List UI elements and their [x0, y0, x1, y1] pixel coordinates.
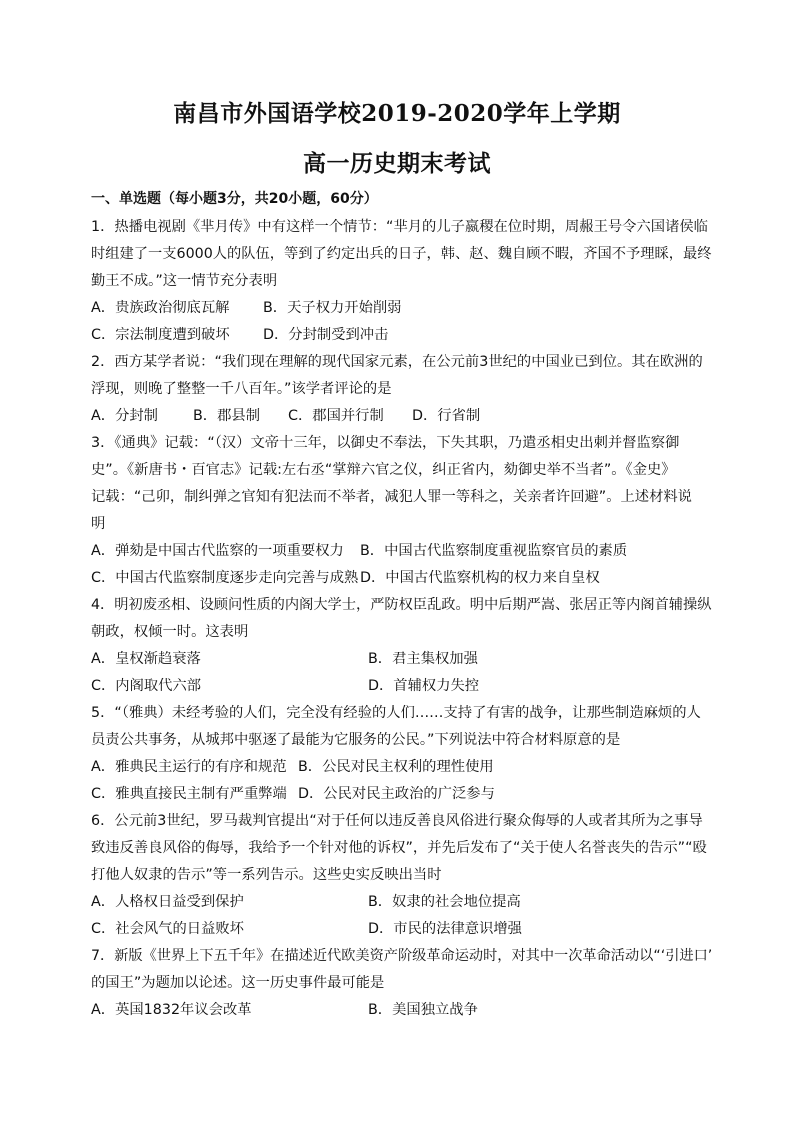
question-3-line-1: 3．《通典》记载：“（汉）文帝十三年，以御史不奉法，下失其职，乃遣丞相史出刺并督监察御 [91, 435, 680, 451]
question-4-option-d: D．首辅权力失控 [368, 678, 480, 694]
question-3-option-b: B．中国古代监察制度重视监察官员的素质 [360, 543, 628, 559]
question-1-line-2: 时组建了一支6000人的队伍，等到了约定出兵的日子，韩、赵、魏自顾不暇，齐国不予理睬，最终 [91, 246, 712, 262]
question-3-option-c: C．中国古代监察制度逐步走向完善与成熟 [91, 570, 359, 586]
question-2-line-1: 2．西方某学者说：“我们现在理解的现代国家元素，在公元前3世纪的中国业已到位。其在欧洲的 [91, 354, 703, 370]
question-7-line-2: 的国王”为题加以论述。这一历史事件最可能是 [91, 975, 385, 991]
question-6-option-b: B．奴隶的社会地位提高 [368, 894, 521, 910]
question-6-option-a: A．人格权日益受到保护 [91, 894, 244, 910]
question-5-line-1: 5．“（雅典）未经考验的人们，完全没有经验的人们……支持了有害的战争，让那些制造麻烦的人 [91, 705, 701, 721]
question-7-option-b: B．美国独立战争 [368, 1002, 478, 1018]
question-4-line-1: 4．明初废丞相、设顾问性质的内阁大学士，严防权臣乱政。明中后期严嵩、张居正等内阁首辅操纵 [91, 597, 712, 613]
question-7-line-1: 7．新版《世界上下五千年》在描述近代欧美资产阶级革命运动时，对其中一次革命活动以“‘引进口’ [91, 948, 713, 964]
question-1-option-b: B．天子权力开始削弱 [263, 300, 402, 316]
question-6-line-2: 致违反善良风俗的侮辱，我给予一个针对他的诉权”，并先后发布了“关于使人名誉丧失的告示”“殴 [91, 840, 707, 856]
question-1-line-3: 勤王不成。”这一情节充分表明 [91, 273, 278, 289]
question-6-line-1: 6．公元前3世纪，罗马裁判官提出“对于任何以违反善良风俗进行聚众侮辱的人或者其所为之事导 [91, 813, 703, 829]
question-2-line-2: 浮现，则晚了整整一千八百年。”该学者评论的是 [91, 381, 392, 397]
question-3-line-3: 记载：“己卯，制纠弹之官知有犯法而不举者，减犯人罪一等科之，关亲者许回避”。上述材料说 [91, 489, 692, 505]
question-2-option-b: B．郡县制 [193, 408, 260, 424]
question-1-option-d: D．分封制受到冲击 [263, 327, 389, 343]
question-2-option-d: D．行省制 [412, 408, 481, 424]
question-5-option-d: D．公民对民主政治的广泛参与 [298, 786, 495, 802]
question-1-line-1: 1．热播电视剧《芈月传》中有这样一个情节：“芈月的儿子嬴稷在位时期，周赧王号令六国诸侯临 [91, 219, 708, 235]
question-7-option-a: A．英国1832年议会改革 [91, 1002, 252, 1018]
exam-title: 南昌市外国语学校2019-2020学年上学期 [173, 100, 621, 127]
question-6-option-c: C．社会风气的日益败坏 [91, 921, 244, 937]
exam-subtitle: 高一历史期末考试 [303, 150, 491, 177]
question-5-option-a: A．雅典民主运行的有序和规范 [91, 759, 287, 775]
question-2-option-a: A．分封制 [91, 408, 158, 424]
question-5-option-b: B．公民对民主权利的理性使用 [298, 759, 494, 775]
question-2-option-c: C．郡国并行制 [288, 408, 384, 424]
question-5-line-2: 员责公共事务，从城邦中驱逐了最能为它服务的公民。”下列说法中符合材料原意的是 [91, 732, 621, 748]
question-1-option-a: A．贵族政治彻底瓦解 [91, 300, 230, 316]
question-4-line-2: 朝政，权倾一时。这表明 [91, 624, 249, 640]
section-heading: 一、单选题（每小题3分，共20小题，60分） [91, 191, 378, 207]
question-4-option-c: C．内阁取代六部 [91, 678, 202, 694]
question-6-option-d: D．市民的法律意识增强 [368, 921, 522, 937]
question-3-option-a: A．弹劾是中国古代监察的一项重要权力 [91, 543, 344, 559]
question-5-option-c: C．雅典直接民主制有严重弊端 [91, 786, 287, 802]
question-3-line-2: 史”。《新唐书・百官志》记载:左右丞“掌辩六官之仪，纠正省内，劾御史举不当者”。《金史》 [91, 462, 676, 478]
question-1-option-c: C．宗法制度遭到破坏 [91, 327, 230, 343]
question-3-option-d: D．中国古代监察机构的权力来自皇权 [360, 570, 600, 586]
question-4-option-b: B．君主集权加强 [368, 651, 478, 667]
question-3-line-4: 明 [91, 516, 106, 532]
question-6-line-3: 打他人奴隶的告示”等一系列告示。这些史实反映出当时 [91, 867, 442, 883]
question-4-option-a: A．皇权渐趋衰落 [91, 651, 201, 667]
